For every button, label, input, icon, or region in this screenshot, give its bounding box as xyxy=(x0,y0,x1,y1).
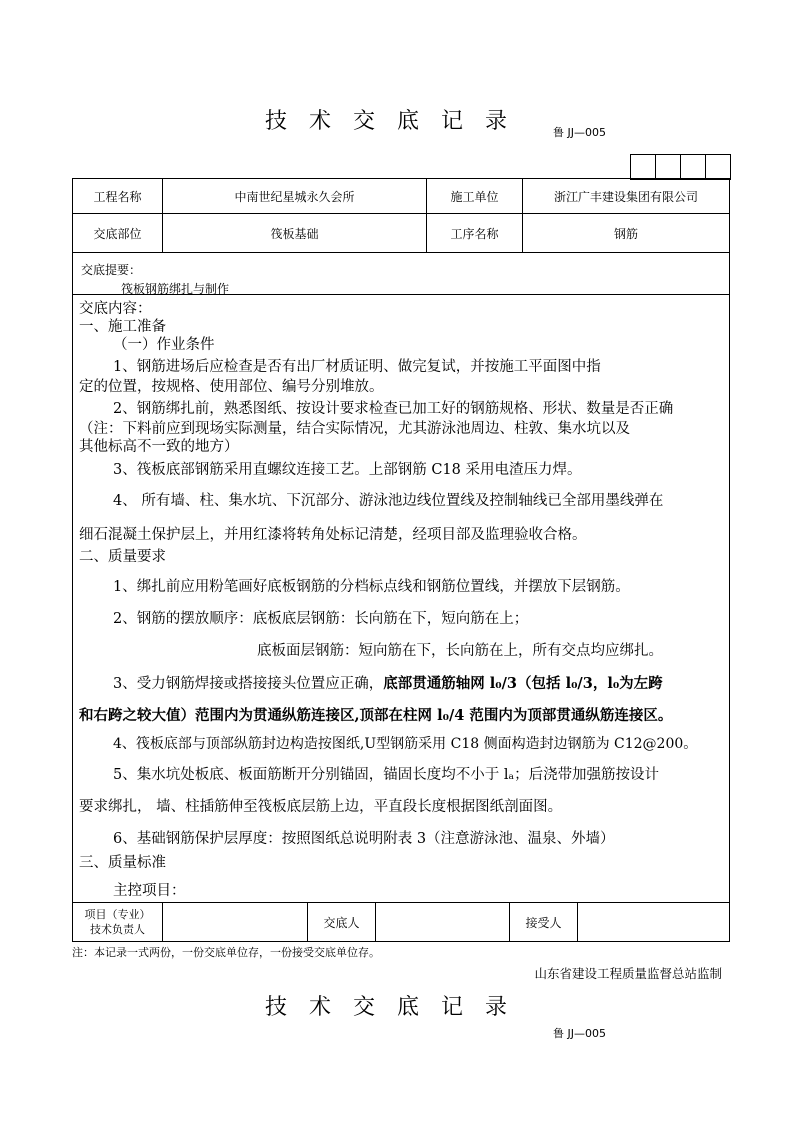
req-1: 1、绑扎前应用粉笔画好底板钢筋的分档标点线和钢筋位置线，并摆放下层钢筋。 xyxy=(113,579,630,595)
project-name-label: 工程名称 xyxy=(73,179,163,213)
main-items: 主控项目： xyxy=(113,883,186,899)
item-2a: 2、钢筋绑扎前，熟悉图纸、按设计要求检查已加工好的钢筋规格、形状、数量是否正确 xyxy=(113,401,674,417)
req-6: 6、基础钢筋保护层厚度：按照图纸总说明附表 3（注意游泳池、温泉、外墙） xyxy=(113,831,615,847)
sub-conditions: （一）作业条件 xyxy=(113,337,215,353)
form-code-2: 鲁 JJ—005 xyxy=(553,1027,606,1040)
req-3a-normal: 3、受力钢筋焊接或搭接接头位置应正确， xyxy=(113,676,384,692)
content-row xyxy=(73,295,729,903)
contractor-value: 浙江广丰建设集团有限公司 xyxy=(553,189,698,204)
info-row-1 xyxy=(73,179,729,214)
req-2a: 2、钢筋的摆放顺序：底板底层钢筋：长向筋在下，短向筋在上； xyxy=(113,611,529,627)
item-4b: 细石混凝土保护层上，并用红漆将转角处标记清楚，经项目部及监理验收合格。 xyxy=(79,527,587,543)
discloser-label: 交底人 xyxy=(308,903,376,941)
item-3: 3、筏板底部钢筋采用直螺纹连接工艺。上部钢筋 C18 采用电渣压力焊。 xyxy=(113,462,582,478)
leader-label xyxy=(73,903,163,941)
req-3a-bold: 底部贯通筋轴网 l₀/3（包括 l₀/3，l₀为左跨 xyxy=(383,675,663,692)
info-row-2 xyxy=(73,214,729,253)
number-box xyxy=(630,154,656,180)
section-prep: 一、施工准备 xyxy=(79,319,166,335)
number-box xyxy=(655,154,681,180)
brief-value: 筏板钢筋绑扎与制作 xyxy=(121,282,230,296)
content-heading: 交底内容： xyxy=(79,301,152,317)
item-2c: 其他标高不一致的地方） xyxy=(79,439,239,455)
form-code: 鲁 JJ—005 xyxy=(553,126,606,139)
req-5a: 5、集水坑处板底、板面筋断开分别锚固，锚固长度均不小于 lₐ；后浇带加强筋按设计 xyxy=(113,767,660,783)
number-box xyxy=(680,154,706,180)
project-name-value: 中南世纪星城永久会所 xyxy=(163,179,427,213)
page-title-2: 技术交底记录 xyxy=(264,995,529,1020)
receiver-sign[interactable] xyxy=(578,903,729,941)
footer-note: 注：本记录一式两份，一份交底单位存，一份接受交底单位存。 xyxy=(72,946,380,959)
part-label: 交底部位 xyxy=(73,214,163,252)
footer-issuer: 山东省建设工程质量监督总站监制 xyxy=(534,966,722,981)
req-3b: 和右跨之较大值）范围内为贯通纵筋连接区,顶部在柱网 l₀/4 范围内为顶部贯通纵筋连接区。 xyxy=(79,707,673,724)
number-boxes xyxy=(631,154,731,180)
req-4: 4、筏板底部与顶部纵筋封边构造按图纸,U型钢筋采用 C18 侧面构造封边钢筋为 C12@200。 xyxy=(113,736,698,752)
item-1a: 1、钢筋进场后应检查是否有出厂材质证明、做完复试，并按施工平面图中指 xyxy=(113,359,601,375)
contractor-label: 施工单位 xyxy=(427,179,523,213)
leader-label-line2: 技术负责人 xyxy=(90,923,145,936)
req-5b: 要求绑扎， 墙、柱插筋伸至筏板底层筋上边，平直段长度根据图纸剖面图。 xyxy=(79,799,563,815)
section-quality-std: 三、质量标准 xyxy=(79,855,166,871)
receiver-label: 接受人 xyxy=(510,903,578,941)
item-4a: 4、 所有墙、柱、集水坑、下沉部分、游泳池边线位置线及控制轴线已全部用墨线弹在 xyxy=(113,493,664,509)
disclosure-table xyxy=(72,178,730,942)
item-2b: （注：下料前应到现场实际测量，结合实际情况，尤其游泳池周边、柱敦、集水坑以及 xyxy=(79,421,630,437)
leader-sign[interactable] xyxy=(163,903,308,941)
page-title: 技术交底记录 xyxy=(264,109,529,134)
brief-row xyxy=(73,253,729,295)
number-box xyxy=(705,154,731,180)
sign-row xyxy=(73,903,729,941)
discloser-sign[interactable] xyxy=(376,903,510,941)
req-2b: 底板面层钢筋：短向筋在下，长向筋在上，所有交点均应绑扎。 xyxy=(257,643,663,659)
section-quality-req: 二、质量要求 xyxy=(79,549,166,565)
process-label: 工序名称 xyxy=(427,214,523,252)
part-value: 筏板基础 xyxy=(163,214,427,252)
item-1b: 定的位置，按规格、使用部位、编号分别堆放。 xyxy=(79,379,384,395)
leader-label-line1: 项目（专业） xyxy=(84,908,151,921)
brief-label: 交底提要： xyxy=(81,263,142,277)
process-value: 钢筋 xyxy=(613,226,638,241)
req-3a xyxy=(113,672,663,693)
